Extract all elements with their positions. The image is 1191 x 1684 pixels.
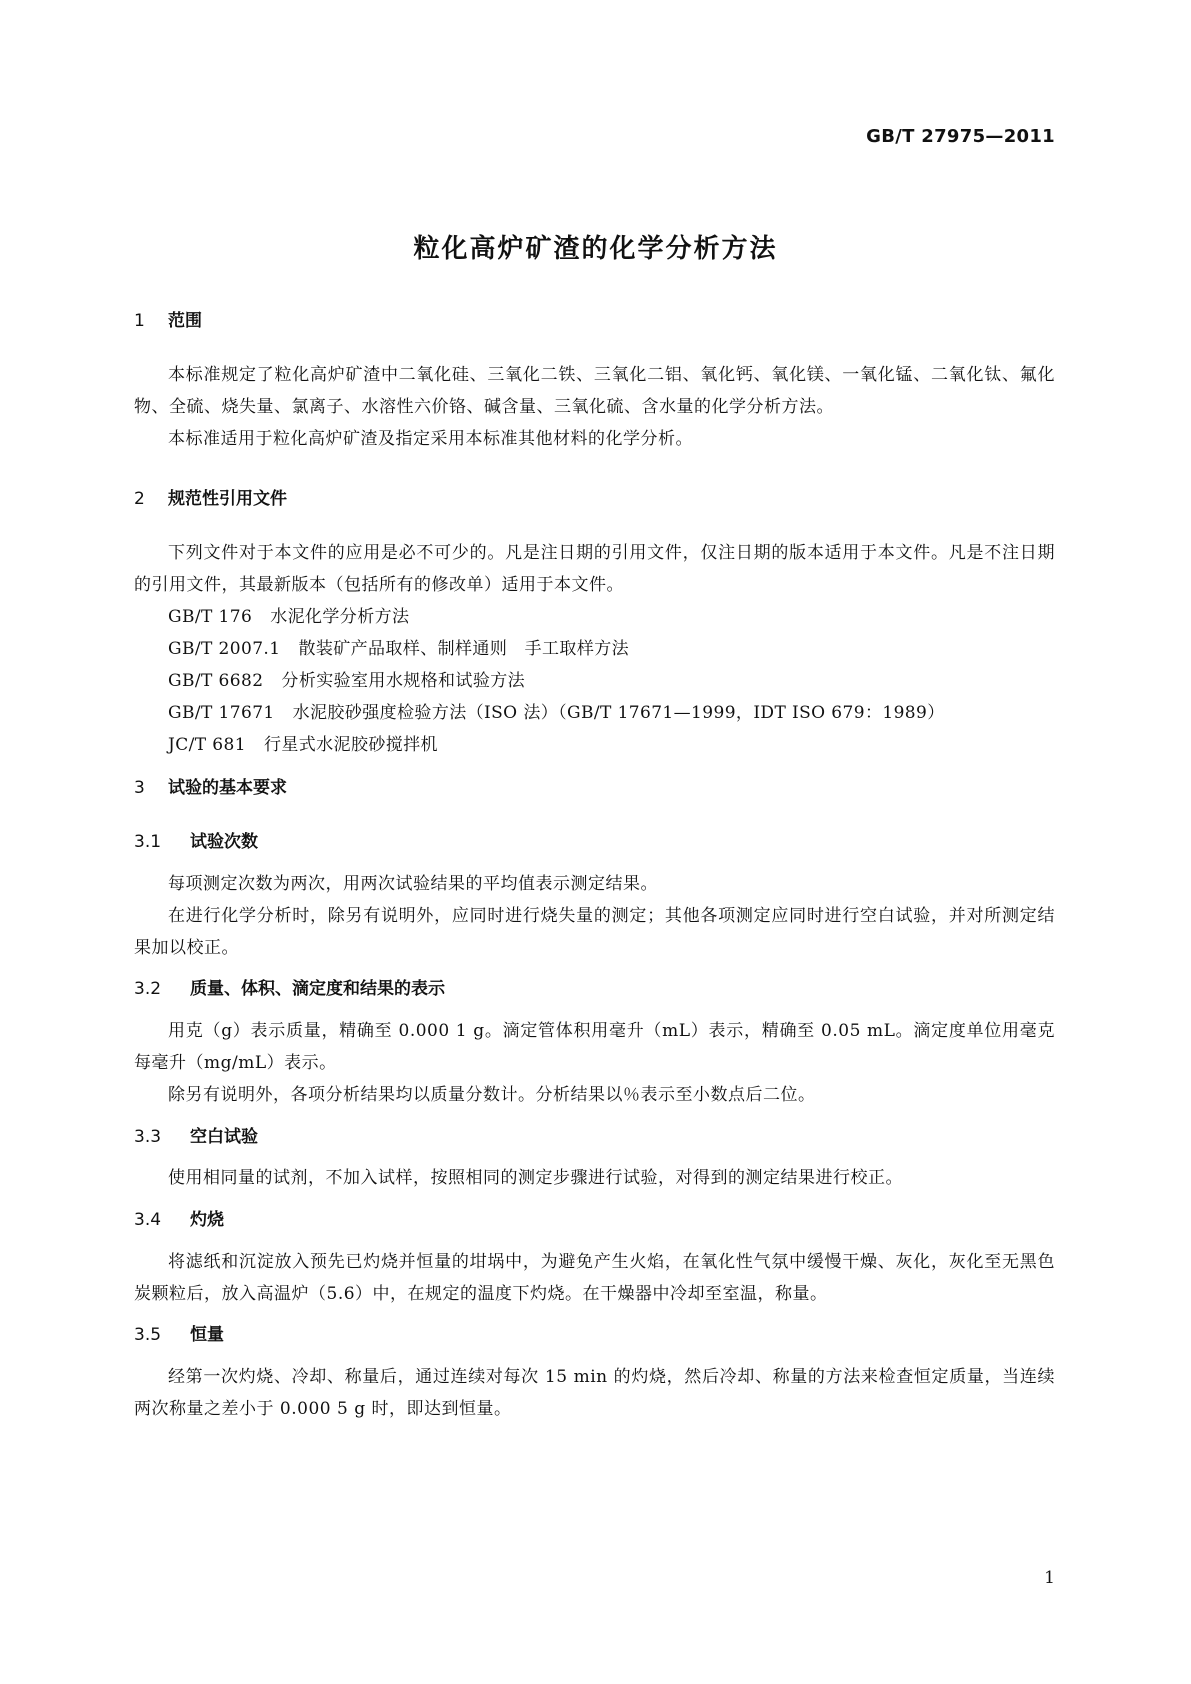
subsection-title: 灼烧 — [190, 1210, 224, 1230]
section-title: 规范性引用文件 — [168, 489, 287, 509]
section-2-body — [134, 537, 1055, 761]
reference-item — [134, 633, 1055, 665]
section-3-heading — [134, 773, 1055, 798]
subsection-number: 3.2 — [134, 979, 162, 999]
subsection-3-5-heading — [134, 1320, 1055, 1345]
section-title: 范围 — [168, 311, 202, 331]
subsection-3-5-body — [134, 1361, 1055, 1425]
section-2-heading — [134, 484, 1055, 509]
subsection-3-2-heading — [134, 974, 1055, 999]
subsection-number: 3.3 — [134, 1127, 162, 1147]
paragraph: 将滤纸和沉淀放入预先已灼烧并恒量的坩埚中，为避免产生火焰，在氧化性气氛中缓慢干燥、灰化，灰化至无黑色炭颗粒后，放入高温炉（5.6）中，在规定的温度下灼烧。在干燥器中冷却至室温，称量。 — [134, 1252, 1055, 1304]
subsection-number: 3.1 — [134, 832, 162, 852]
reference-item — [134, 601, 1055, 633]
section-number: 1 — [134, 311, 145, 331]
subsection-3-1-body — [134, 868, 1055, 964]
section-title: 试验的基本要求 — [168, 778, 287, 798]
paragraph: 在进行化学分析时，除另有说明外，应同时进行烧失量的测定；其他各项测定应同时进行空白试验，并对所测定结果加以校正。 — [134, 906, 1055, 958]
document-title: 粒化高炉矿渣的化学分析方法 — [413, 234, 778, 264]
paragraph: 经第一次灼烧、冷却、称量后，通过连续对每次 15 min 的灼烧，然后冷却、称量的方法来检查恒定质量，当连续两次称量之差小于 0.000 5 g 时，即达到恒量。 — [134, 1367, 1055, 1419]
subsection-title: 恒量 — [190, 1325, 224, 1345]
section-number: 2 — [134, 489, 145, 509]
subsection-3-4-heading — [134, 1205, 1055, 1230]
subsection-title: 空白试验 — [190, 1127, 258, 1147]
paragraph: 使用相同量的试剂，不加入试样，按照相同的测定步骤进行试验，对得到的测定结果进行校正。 — [168, 1168, 903, 1188]
subsection-number: 3.5 — [134, 1325, 162, 1345]
subsection-title: 试验次数 — [190, 832, 258, 852]
reference-title: 水泥化学分析方法 — [270, 607, 410, 627]
reference-title: 分析实验室用水规格和试验方法 — [281, 671, 526, 691]
paragraph: 每项测定次数为两次，用两次试验结果的平均值表示测定结果。 — [168, 874, 658, 894]
subsection-3-4-body — [134, 1246, 1055, 1310]
reference-code: GB/T 176 — [168, 607, 253, 627]
paragraph: 用克（g）表示质量，精确至 0.000 1 g。滴定管体积用毫升（mL）表示，精确至 0.05 mL。滴定度单位用毫克每毫升（mg/mL）表示。 — [134, 1021, 1055, 1073]
subsection-3-3-heading — [134, 1122, 1055, 1147]
reference-title: 行星式水泥胶砂搅拌机 — [263, 735, 438, 755]
reference-code: JC/T 681 — [168, 735, 246, 755]
subsection-title: 质量、体积、滴定度和结果的表示 — [190, 979, 445, 999]
subsection-3-2-body — [134, 1015, 1055, 1111]
subsection-number: 3.4 — [134, 1210, 162, 1230]
section-number: 3 — [134, 778, 145, 798]
reference-item — [134, 697, 1055, 729]
paragraph: 除另有说明外，各项分析结果均以质量分数计。分析结果以％表示至小数点后二位。 — [168, 1085, 816, 1105]
subsection-3-3-body — [134, 1162, 1055, 1194]
page-number: 1 — [1044, 1568, 1055, 1588]
reference-item — [134, 729, 1055, 761]
subsection-3-1-heading — [134, 827, 1055, 852]
standard-number: GB/T 27975—2011 — [866, 126, 1055, 147]
reference-code: GB/T 2007.1 — [168, 639, 281, 659]
reference-item — [134, 665, 1055, 697]
paragraph: 下列文件对于本文件的应用是必不可少的。凡是注日期的引用文件，仅注日期的版本适用于本文件。凡是不注日期的引用文件，其最新版本（包括所有的修改单）适用于本文件。 — [134, 543, 1055, 595]
paragraph: 本标准适用于粒化高炉矿渣及指定采用本标准其他材料的化学分析。 — [168, 429, 693, 449]
reference-code: GB/T 6682 — [168, 671, 264, 691]
reference-code: GB/T 17671 — [168, 703, 275, 723]
section-1-body — [134, 359, 1055, 455]
reference-title: 散装矿产品取样、制样通则 手工取样方法 — [298, 639, 630, 659]
reference-title: 水泥胶砂强度检验方法（ISO 法）（GB/T 17671—1999，IDT ISO 679：1989） — [292, 703, 945, 723]
section-1-heading — [134, 306, 1055, 331]
paragraph: 本标准规定了粒化高炉矿渣中二氧化硅、三氧化二铁、三氧化二铝、氧化钙、氧化镁、一氧化锰、二氧化钛、氟化物、全硫、烧失量、氯离子、水溶性六价铬、碱含量、三氧化硫、含水量的化学分析方法。 — [134, 365, 1055, 417]
